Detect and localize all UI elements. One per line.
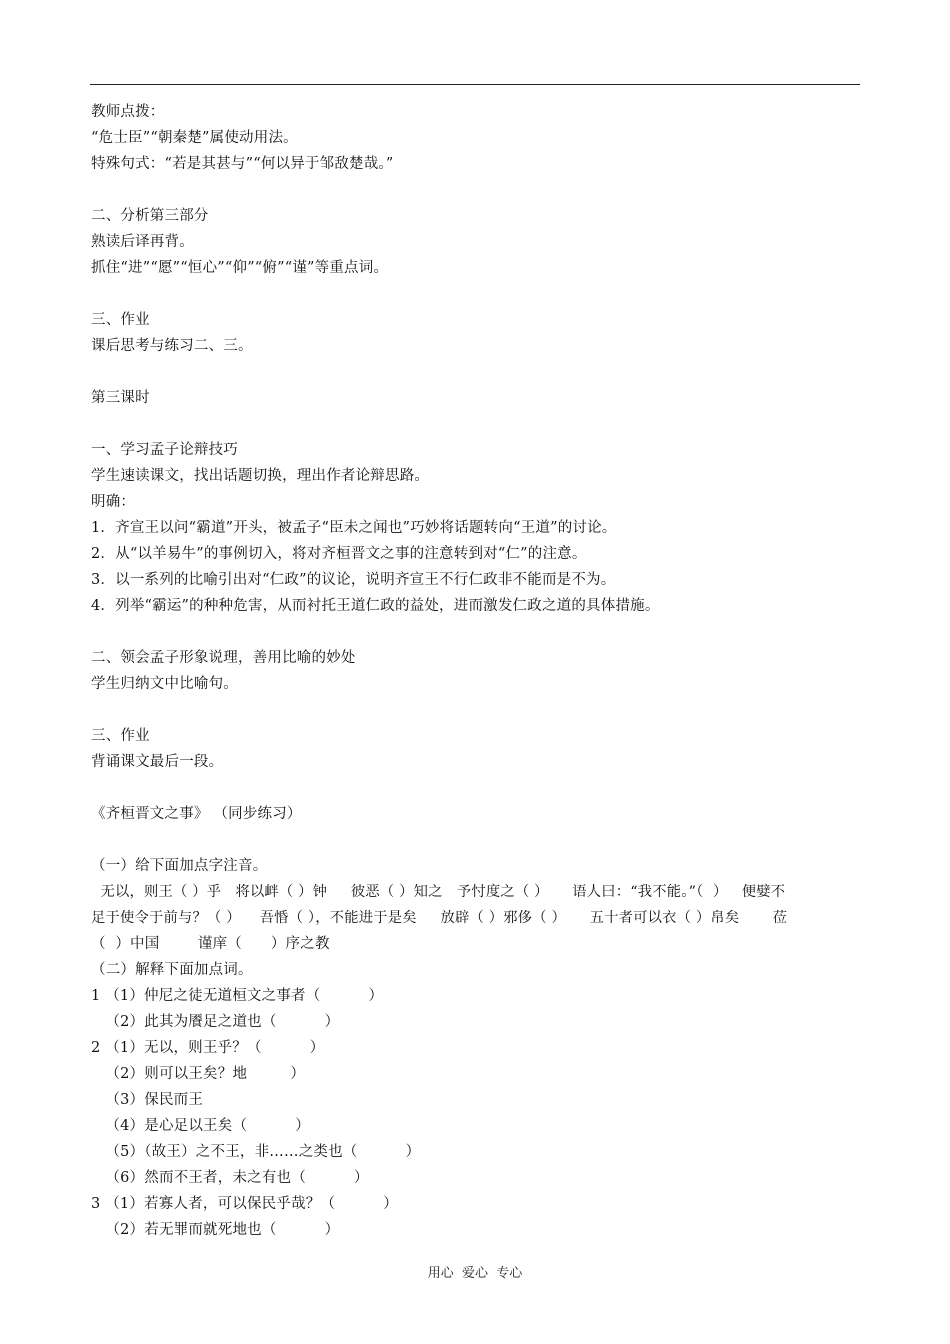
text-line: 学生速读课文，找出话题切换，理出作者论辩思路。	[91, 468, 430, 484]
exercise-item: （6）然而不王者，未之有也（ ）	[91, 1170, 369, 1186]
section-heading: 一、学习孟子论辩技巧	[91, 442, 238, 458]
section-heading: 二、分析第三部分	[91, 208, 209, 224]
lesson-heading: 第三课时	[91, 390, 150, 406]
text-line: 课后思考与练习二、三。	[91, 338, 253, 354]
section-heading: 三、作业	[91, 312, 150, 328]
text-line: 明确：	[91, 494, 136, 510]
exercise-item: （2）若无罪而就死地也（ ）	[91, 1222, 340, 1238]
text-line: 学生归纳文中比喻句。	[91, 676, 238, 692]
section-heading: 二、领会孟子形象说理，善用比喻的妙处	[91, 650, 356, 666]
exercise-item: （5）（故王）之不王，非……之类也（ ）	[91, 1144, 421, 1160]
exercise-item: （3）保民而王	[91, 1092, 204, 1108]
text-line: 抓住“进”“愿”“恒心”“仰”“俯”“谨”等重点词。	[91, 260, 389, 276]
text-line: “危士臣”“朝秦楚”属使动用法。	[91, 130, 298, 146]
exercise-line: （ ）中国 谨庠（ ）序之教	[91, 936, 330, 952]
exercise-line: 无以，则王（ ）乎 将以衅（ ）钟 彼恶（ ）知之 予忖度之（ ） 语人曰：“我不能。”（ ） 便嬖不	[91, 884, 786, 900]
list-item: 2．从“以羊易牛”的事例切入，将对齐桓晋文之事的注意转到对“仁”的注意。	[91, 546, 587, 562]
page-footer: 用心 爱心 专心	[427, 1266, 523, 1281]
exercise-title: 《齐桓晋文之事》 （同步练习）	[91, 806, 302, 822]
exercise-item: （4）是心足以王矣（ ）	[91, 1118, 310, 1134]
list-item: 4．列举“霸运”的种种危害，从而衬托王道仁政的益处，进而激发仁政之道的具体措施。	[91, 598, 660, 614]
text-line: 熟读后译再背。	[91, 234, 194, 250]
exercise-item: 3 （1）若寡人者，可以保民乎哉？（ ）	[91, 1196, 398, 1212]
exercise-line: 足于使令于前与？（ ） 吾惛（ ），不能进于是矣 放辟（ ）邪侈（ ） 五十者可以衣（ ）帛矣 莅	[91, 910, 788, 926]
exercise-heading: （二）解释下面加点词。	[91, 962, 253, 978]
text-line: 特殊句式：“若是其甚与”“何以异于邹敌楚哉。”	[91, 156, 394, 172]
list-item: 3．以一系列的比喻引出对“仁政”的议论，说明齐宣王不行仁政非不能而是不为。	[91, 572, 616, 588]
exercise-heading: （一）给下面加点字注音。	[91, 858, 268, 874]
exercise-item: （2）则可以王矣？地 ）	[91, 1066, 306, 1082]
exercise-item: 1 （1）仲尼之徒无道桓文之事者（ ）	[91, 988, 384, 1004]
exercise-item: 2 （1）无以，则王乎？（ ）	[91, 1040, 325, 1056]
exercise-item: （2）此其为餍足之道也（ ）	[91, 1014, 340, 1030]
heading-teacher-guidance: 教师点拨：	[91, 104, 165, 120]
text-line: 背诵课文最后一段。	[91, 754, 224, 770]
header-rule	[90, 84, 860, 85]
list-item: 1．齐宣王以问“霸道”开头，被孟子“臣未之闻也”巧妙将话题转向“王道”的讨论。	[91, 520, 617, 536]
section-heading: 三、作业	[91, 728, 150, 744]
